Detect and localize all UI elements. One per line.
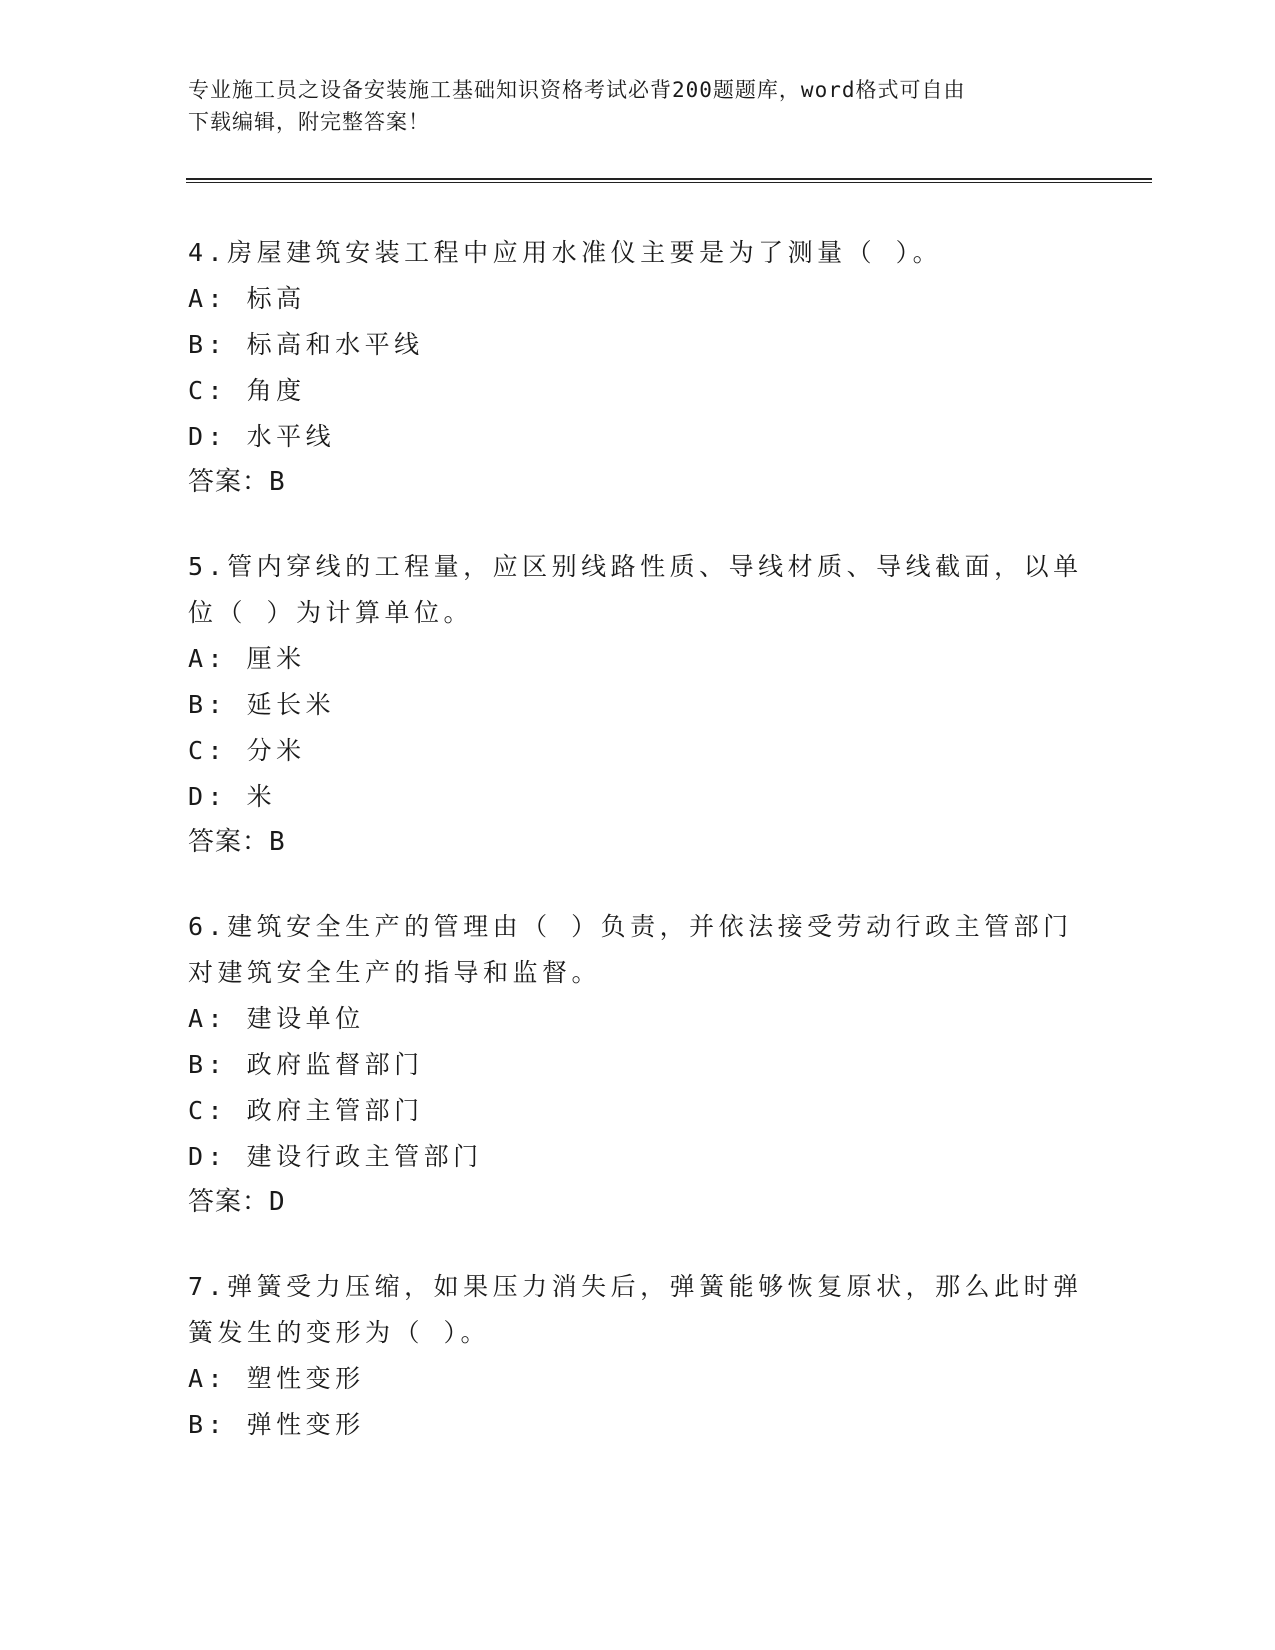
option-b: B: 政府监督部门 (188, 1050, 424, 1079)
header-line-2: 下载编辑，附完整答案！ (188, 110, 430, 134)
option-c: C: 角度 (188, 376, 306, 405)
option-a: A: 标高 (188, 284, 306, 313)
option-a: A: 塑性变形 (188, 1364, 365, 1393)
question-text: 7.弹簧受力压缩，如果压力消失后，弹簧能够恢复原状，那么此时弹簧发生的变形为（ ）。 (188, 1272, 1083, 1347)
option-b: B: 弹性变形 (188, 1410, 365, 1439)
answer: 答案：B (188, 467, 286, 497)
option-c: C: 分米 (188, 736, 306, 765)
question-text: 5.管内穿线的工程量，应区别线路性质、导线材质、导线截面，以单位（ ）为计算单位。 (188, 552, 1083, 627)
option-d: D: 水平线 (188, 422, 336, 451)
option-c: C: 政府主管部门 (188, 1096, 424, 1125)
question-7 (188, 1264, 1088, 1448)
question-text: 4.房屋建筑安装工程中应用水准仪主要是为了测量（ ）。 (188, 238, 943, 267)
question-4 (188, 230, 1088, 504)
header-rule-thin (186, 182, 1152, 183)
question-list (188, 230, 1088, 1488)
option-d: D: 米 (188, 782, 277, 811)
question-5 (188, 544, 1088, 864)
answer: 答案：B (188, 827, 286, 857)
header-rule (186, 178, 1152, 180)
answer: 答案：D (188, 1187, 286, 1217)
option-b: B: 延长米 (188, 690, 336, 719)
option-a: A: 建设单位 (188, 1004, 365, 1033)
header-line-1: 专业施工员之设备安装施工基础知识资格考试必背200题题库，word格式可自由 (188, 78, 966, 102)
question-text: 6.建筑安全生产的管理由（ ）负责，并依法接受劳动行政主管部门对建筑安全生产的指导和监督。 (188, 912, 1073, 987)
question-6 (188, 904, 1088, 1224)
option-a: A: 厘米 (188, 644, 306, 673)
option-d: D: 建设行政主管部门 (188, 1142, 483, 1171)
option-b: B: 标高和水平线 (188, 330, 424, 359)
document-header (188, 74, 1088, 138)
